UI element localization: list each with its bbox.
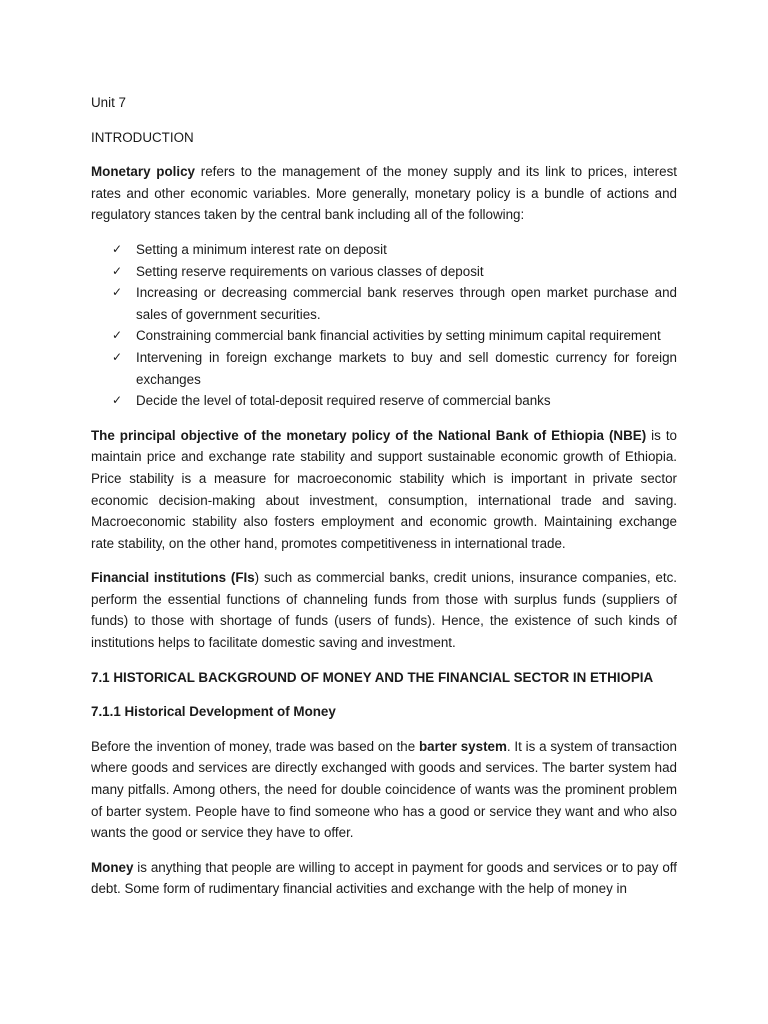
- unit-label: Unit 7: [91, 95, 126, 110]
- money-paragraph: [91, 857, 677, 900]
- monetary-policy-term: Monetary policy: [91, 164, 195, 180]
- list-item-text: Decide the level of total-deposit required reserve of commercial banks: [136, 393, 551, 409]
- list-item: [112, 390, 677, 412]
- barter-system-term: barter system: [418, 738, 507, 754]
- list-item-text: Increasing or decreasing commercial bank reserves through open market purchase and sales of government securities.: [136, 285, 677, 322]
- financial-institutions-term: Financial institutions (FIs: [91, 570, 255, 586]
- checkmark-icon: ✓: [112, 285, 123, 300]
- list-item: [112, 261, 677, 283]
- checkmark-icon: ✓: [112, 393, 123, 408]
- checkmark-icon: ✓: [112, 263, 123, 278]
- list-item: [112, 282, 677, 325]
- financial-institutions-text: ) such as commercial banks, credit unions, insurance companies, etc. perform the essential functions of channeling funds from those with surplus funds (suppliers of funds) to those with shortage of funds (users of funds). Hence, the existence of such kinds of institutions helps to facilitate domestic saving and investment.: [91, 570, 677, 651]
- barter-text-post: . It is a system of transaction where goods and services are directly exchanged with goods and services. The barter system had many pitfalls. Among others, the need for double coincidence of wants was the prominent problem of barter system. People have to find someone who has a good or service they want and who also wants the good or service they have to offer.: [91, 738, 677, 841]
- section-heading: 7.1 HISTORICAL BACKGROUND OF MONEY AND THE FINANCIAL SECTOR IN ETHIOPIA: [91, 669, 654, 685]
- checkmark-icon: ✓: [112, 241, 123, 256]
- money-text: is anything that people are willing to accept in payment for goods and services or to pay off debt. Some form of rudimentary financial activities and exchange with the help of money in: [91, 859, 677, 897]
- money-term: Money: [91, 859, 134, 875]
- monetary-policy-paragraph: [91, 161, 677, 226]
- list-item-text: Constraining commercial bank financial activities by setting minimum capital requirement: [136, 328, 661, 344]
- nbe-objective-lead: The principal objective of the monetary policy of the National Bank of Ethiopia (NBE): [91, 427, 647, 443]
- nbe-objective-paragraph: [91, 425, 677, 555]
- intro-heading: INTRODUCTION: [91, 129, 194, 145]
- document-body: [91, 92, 677, 900]
- subsection-heading: 7.1.1 Historical Development of Money: [91, 704, 336, 720]
- list-item-text: Intervening in foreign exchange markets to buy and sell domestic currency for foreign exchanges: [136, 349, 677, 387]
- policy-actions-list: [91, 239, 677, 412]
- barter-text-pre: Before the invention of money, trade was based on the: [91, 738, 419, 754]
- list-item: [112, 325, 677, 347]
- monetary-policy-text: refers to the management of the money supply and its link to prices, interest rates and other economic variables. More generally, monetary policy is a bundle of actions and regulatory stances taken by the central bank including all of the following:: [91, 164, 677, 223]
- checkmark-icon: ✓: [112, 328, 123, 343]
- checkmark-icon: ✓: [112, 349, 123, 364]
- financial-institutions-paragraph: [91, 567, 677, 653]
- nbe-objective-text: is to maintain price and exchange rate stability and support sustainable economic growth of Ethiopia. Price stability is a measure for macroeconomic stability which is important in private sector economic decision-making about investment, consumption, international trade and saving. Macroeconomic stability also fosters employment and economic growth. Maintaining exchange rate stability, on the other hand, promotes competitiveness in international trade.: [91, 427, 677, 551]
- list-item: [112, 239, 677, 261]
- list-item: [112, 347, 677, 390]
- list-item-text: Setting a minimum interest rate on deposit: [136, 241, 387, 257]
- barter-paragraph: [91, 736, 677, 844]
- list-item-text: Setting reserve requirements on various classes of deposit: [136, 263, 484, 279]
